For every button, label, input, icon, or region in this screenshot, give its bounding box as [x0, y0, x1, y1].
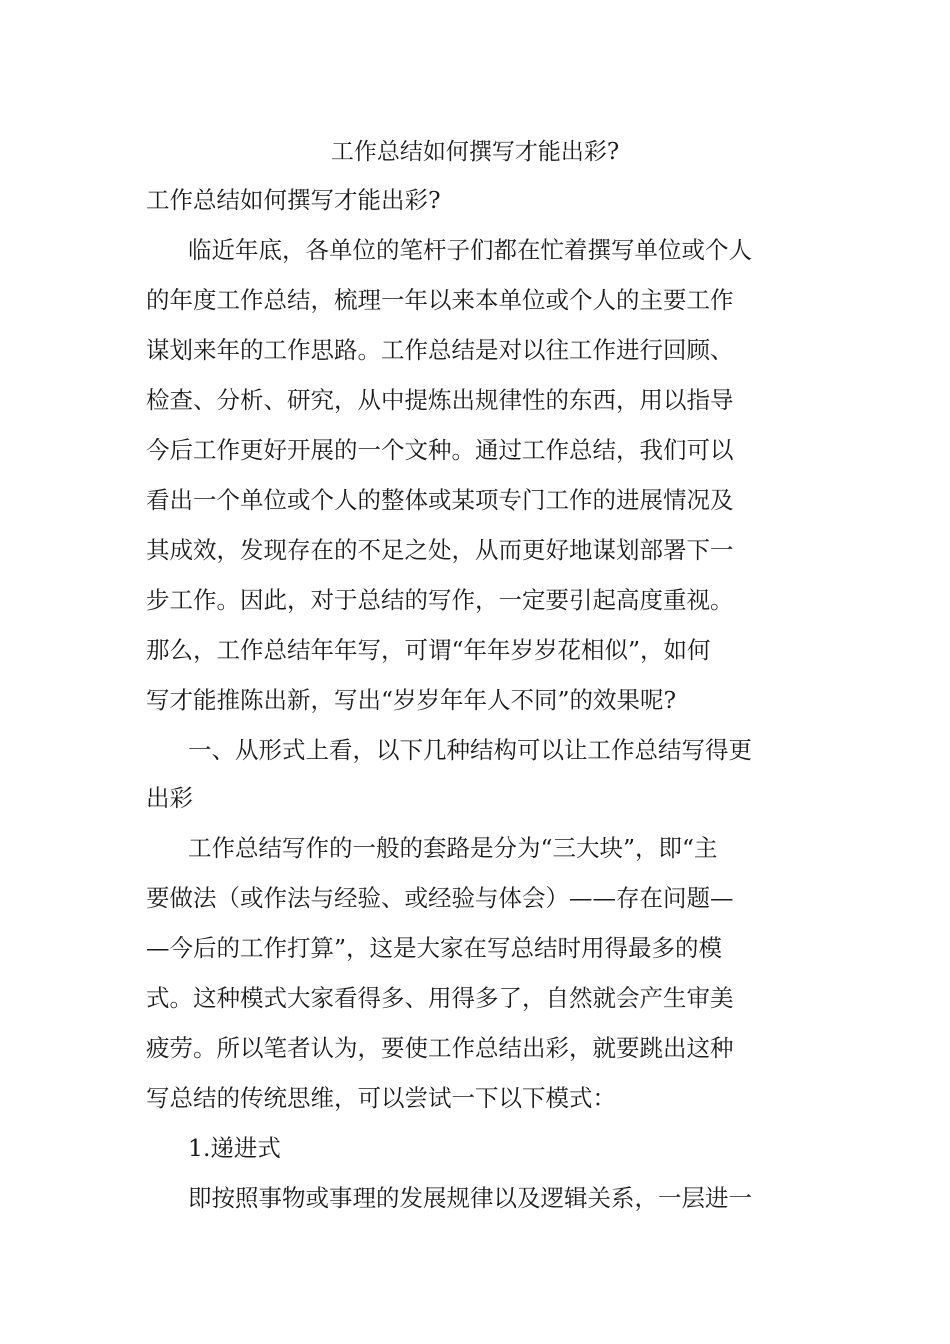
- subsection-heading: 1.递进式: [188, 1134, 281, 1162]
- text-line: 谋划来年的工作思路。工作总结是对以往工作进行回顾、: [146, 336, 734, 364]
- text-line: 要做法（或作法与经验、或经验与体会）——存在问题—: [146, 884, 734, 912]
- document-title: 工作总结如何撰写才能出彩?: [330, 139, 620, 165]
- text-line: 那么，工作总结年年写，可谓“年年岁岁花相似”，如何: [146, 636, 711, 664]
- text-line: 临近年底，各单位的笔杆子们都在忙着撰写单位或个人: [188, 236, 752, 264]
- text-line: 检查、分析、研究，从中提炼出规律性的东西，用以指导: [146, 386, 734, 414]
- text-line: 今后工作更好开展的一个文种。通过工作总结，我们可以: [146, 436, 734, 464]
- text-line: 其成效，发现存在的不足之处，从而更好地谋划部署下一: [146, 536, 734, 564]
- text-line: 步工作。因此，对于总结的写作，一定要引起高度重视。: [146, 586, 734, 614]
- text-line: 写才能推陈出新，写出“岁岁年年人不同”的效果呢?: [146, 686, 677, 714]
- section-heading-continued: 出彩: [146, 784, 193, 812]
- text-line: 的年度工作总结，梳理一年以来本单位或个人的主要工作: [146, 286, 734, 314]
- text-line: 工作总结写作的一般的套路是分为“三大块”，即“主: [188, 834, 718, 862]
- text-line: 写总结的传统思维，可以尝试一下以下模式：: [146, 1084, 616, 1112]
- section-heading: 一、从形式上看，以下几种结构可以让工作总结写得更: [188, 736, 752, 764]
- text-line: 疲劳。所以笔者认为，要使工作总结出彩，就要跳出这种: [146, 1034, 734, 1062]
- text-line: —今后的工作打算”，这是大家在写总结时用得最多的模: [146, 934, 723, 962]
- text-line: 即按照事物或事理的发展规律以及逻辑关系，一层进一: [188, 1184, 752, 1212]
- text-line: 工作总结如何撰写才能出彩?: [146, 186, 441, 214]
- text-line: 式。这种模式大家看得多、用得多了，自然就会产生审美: [146, 984, 734, 1012]
- text-line: 看出一个单位或个人的整体或某项专门工作的进展情况及: [146, 486, 734, 514]
